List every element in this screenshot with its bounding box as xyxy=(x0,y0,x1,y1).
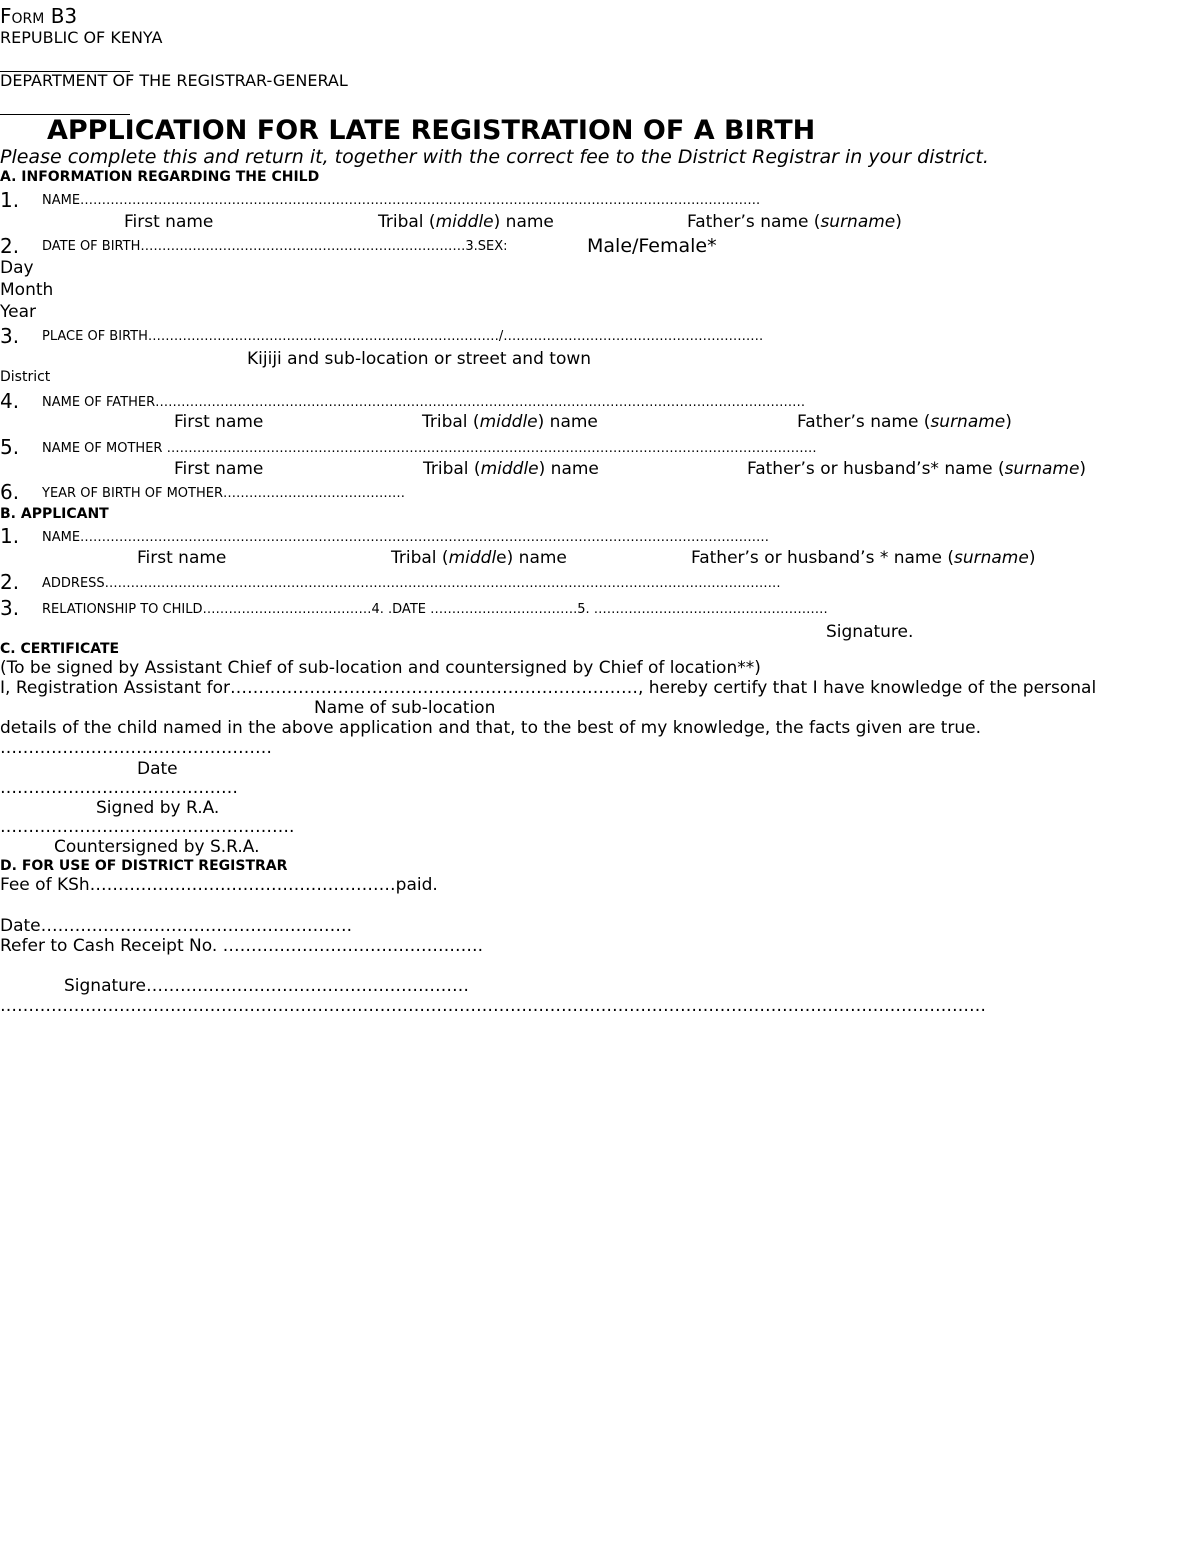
republic-label: REPUBLIC OF KENYA xyxy=(0,28,163,47)
section-c-heading: C. CERTIFICATE xyxy=(0,641,120,657)
surname-label: Father’s name (surname) xyxy=(797,412,1012,432)
year-label: Year xyxy=(0,302,36,322)
question-number: 3. xyxy=(0,596,20,620)
tribal-name-label: Tribal (middle) name xyxy=(422,412,598,432)
first-name-label: First name xyxy=(124,212,214,232)
relationship-field[interactable]: RELATIONSHIP TO CHILD…………………………………4. .DATE …………………………….5. ……………………………………………… xyxy=(42,602,828,617)
tribal-name-label: Tribal (middle) name xyxy=(391,548,567,568)
section-b-heading: B. APPLICANT xyxy=(0,506,109,522)
mother-name-field[interactable]: NAME OF MOTHER …………………………………………………………………………………………………………………………………… xyxy=(42,441,817,456)
first-name-label: First name xyxy=(174,412,264,432)
certificate-line: details of the child named in the above application and that, to the best of my knowledge, the facts given are true. xyxy=(0,718,982,738)
certificate-note: (To be signed by Assistant Chief of sub-location and countersigned by Chief of location**) xyxy=(0,658,761,678)
question-number: 5. xyxy=(0,435,20,459)
mother-birth-year-field[interactable]: YEAR OF BIRTH OF MOTHER…………………………………… xyxy=(42,486,405,501)
sex-options[interactable]: Male/Female* xyxy=(587,235,717,257)
receipt-number-field[interactable]: Refer to Cash Receipt No. ………………………………………. xyxy=(0,936,484,956)
final-dotted-line[interactable]: ………………………………………………………………………………………………………………………………………………………… xyxy=(0,996,986,1016)
date-label: Date xyxy=(137,759,178,779)
registrar-signature-field[interactable]: Signature………………………………………………… xyxy=(64,976,470,996)
signed-by-ra-label: Signed by R.A. xyxy=(96,798,220,818)
tribal-name-label: Tribal (middle) name xyxy=(423,459,599,479)
first-name-label: First name xyxy=(137,548,227,568)
child-name-field[interactable]: NAME…………………………………………………………………………………………………………………………………………. xyxy=(42,193,761,208)
certificate-line[interactable]: I, Registration Assistant for………………………………………………………………, hereby certify that I have knowledge of the personal xyxy=(0,678,1097,698)
sub-location-label: Name of sub-location xyxy=(314,698,496,718)
date-of-birth-field[interactable]: DATE OF BIRTH…………………………………………………………………3.SEX: xyxy=(42,239,508,254)
countersigned-label: Countersigned by S.R.A. xyxy=(54,837,260,857)
section-a-heading: A. INFORMATION REGARDING THE CHILD xyxy=(0,169,320,185)
section-d-heading: D. FOR USE OF DISTRICT REGISTRAR xyxy=(0,858,288,874)
question-number: 1. xyxy=(0,188,20,212)
question-number: 4. xyxy=(0,389,20,413)
question-number: 1. xyxy=(0,524,20,548)
tribal-name-label: Tribal (middle) name xyxy=(378,212,554,232)
page-title: APPLICATION FOR LATE REGISTRATION OF A BIRTH xyxy=(47,115,816,146)
fee-field[interactable]: Fee of KSh………………………………………………paid. xyxy=(0,875,438,895)
location-label: Kijiji and sub-location or street and town xyxy=(247,349,592,369)
registrar-date-field[interactable]: Date………………………………………………. xyxy=(0,916,353,936)
month-label: Month xyxy=(0,280,54,300)
address-field[interactable]: ADDRESS………………………………………………………………………………………………………………………………………… xyxy=(42,576,781,591)
place-of-birth-field[interactable]: PLACE OF BIRTH………………………………………………………………………/…………………………………………………… xyxy=(42,329,764,344)
question-number: 2. xyxy=(0,570,20,594)
surname-label: Father’s name (surname) xyxy=(687,212,902,232)
form-number: Form B3 xyxy=(0,4,78,28)
first-name-label: First name xyxy=(174,459,264,479)
department-label: DEPARTMENT OF THE REGISTRAR-GENERAL xyxy=(0,71,348,90)
husband-name-label: Father’s or husband’s * name (surname) xyxy=(691,548,1036,568)
day-label: Day xyxy=(0,258,34,278)
sra-signature-line[interactable]: ……………………………………………. xyxy=(0,817,295,837)
signature-label: Signature. xyxy=(826,622,914,642)
husband-name-label: Father’s or husband’s* name (surname) xyxy=(747,459,1087,479)
instruction-text: Please complete this and return it, together with the correct fee to the District Registrar in your district. xyxy=(0,146,989,168)
date-signature-line[interactable]: ………………………………………… xyxy=(0,738,272,758)
ra-signature-line[interactable]: …………………………………… xyxy=(0,778,238,798)
district-label: District xyxy=(0,369,51,385)
father-name-field[interactable]: NAME OF FATHER…………………………………………………………………………………………………………………………………… xyxy=(42,395,806,410)
question-number: 3. xyxy=(0,324,20,348)
question-number: 2. xyxy=(0,234,20,258)
applicant-name-field[interactable]: NAME…………………………………………………………………………………………………………………………………………… xyxy=(42,530,770,545)
question-number: 6. xyxy=(0,480,20,504)
